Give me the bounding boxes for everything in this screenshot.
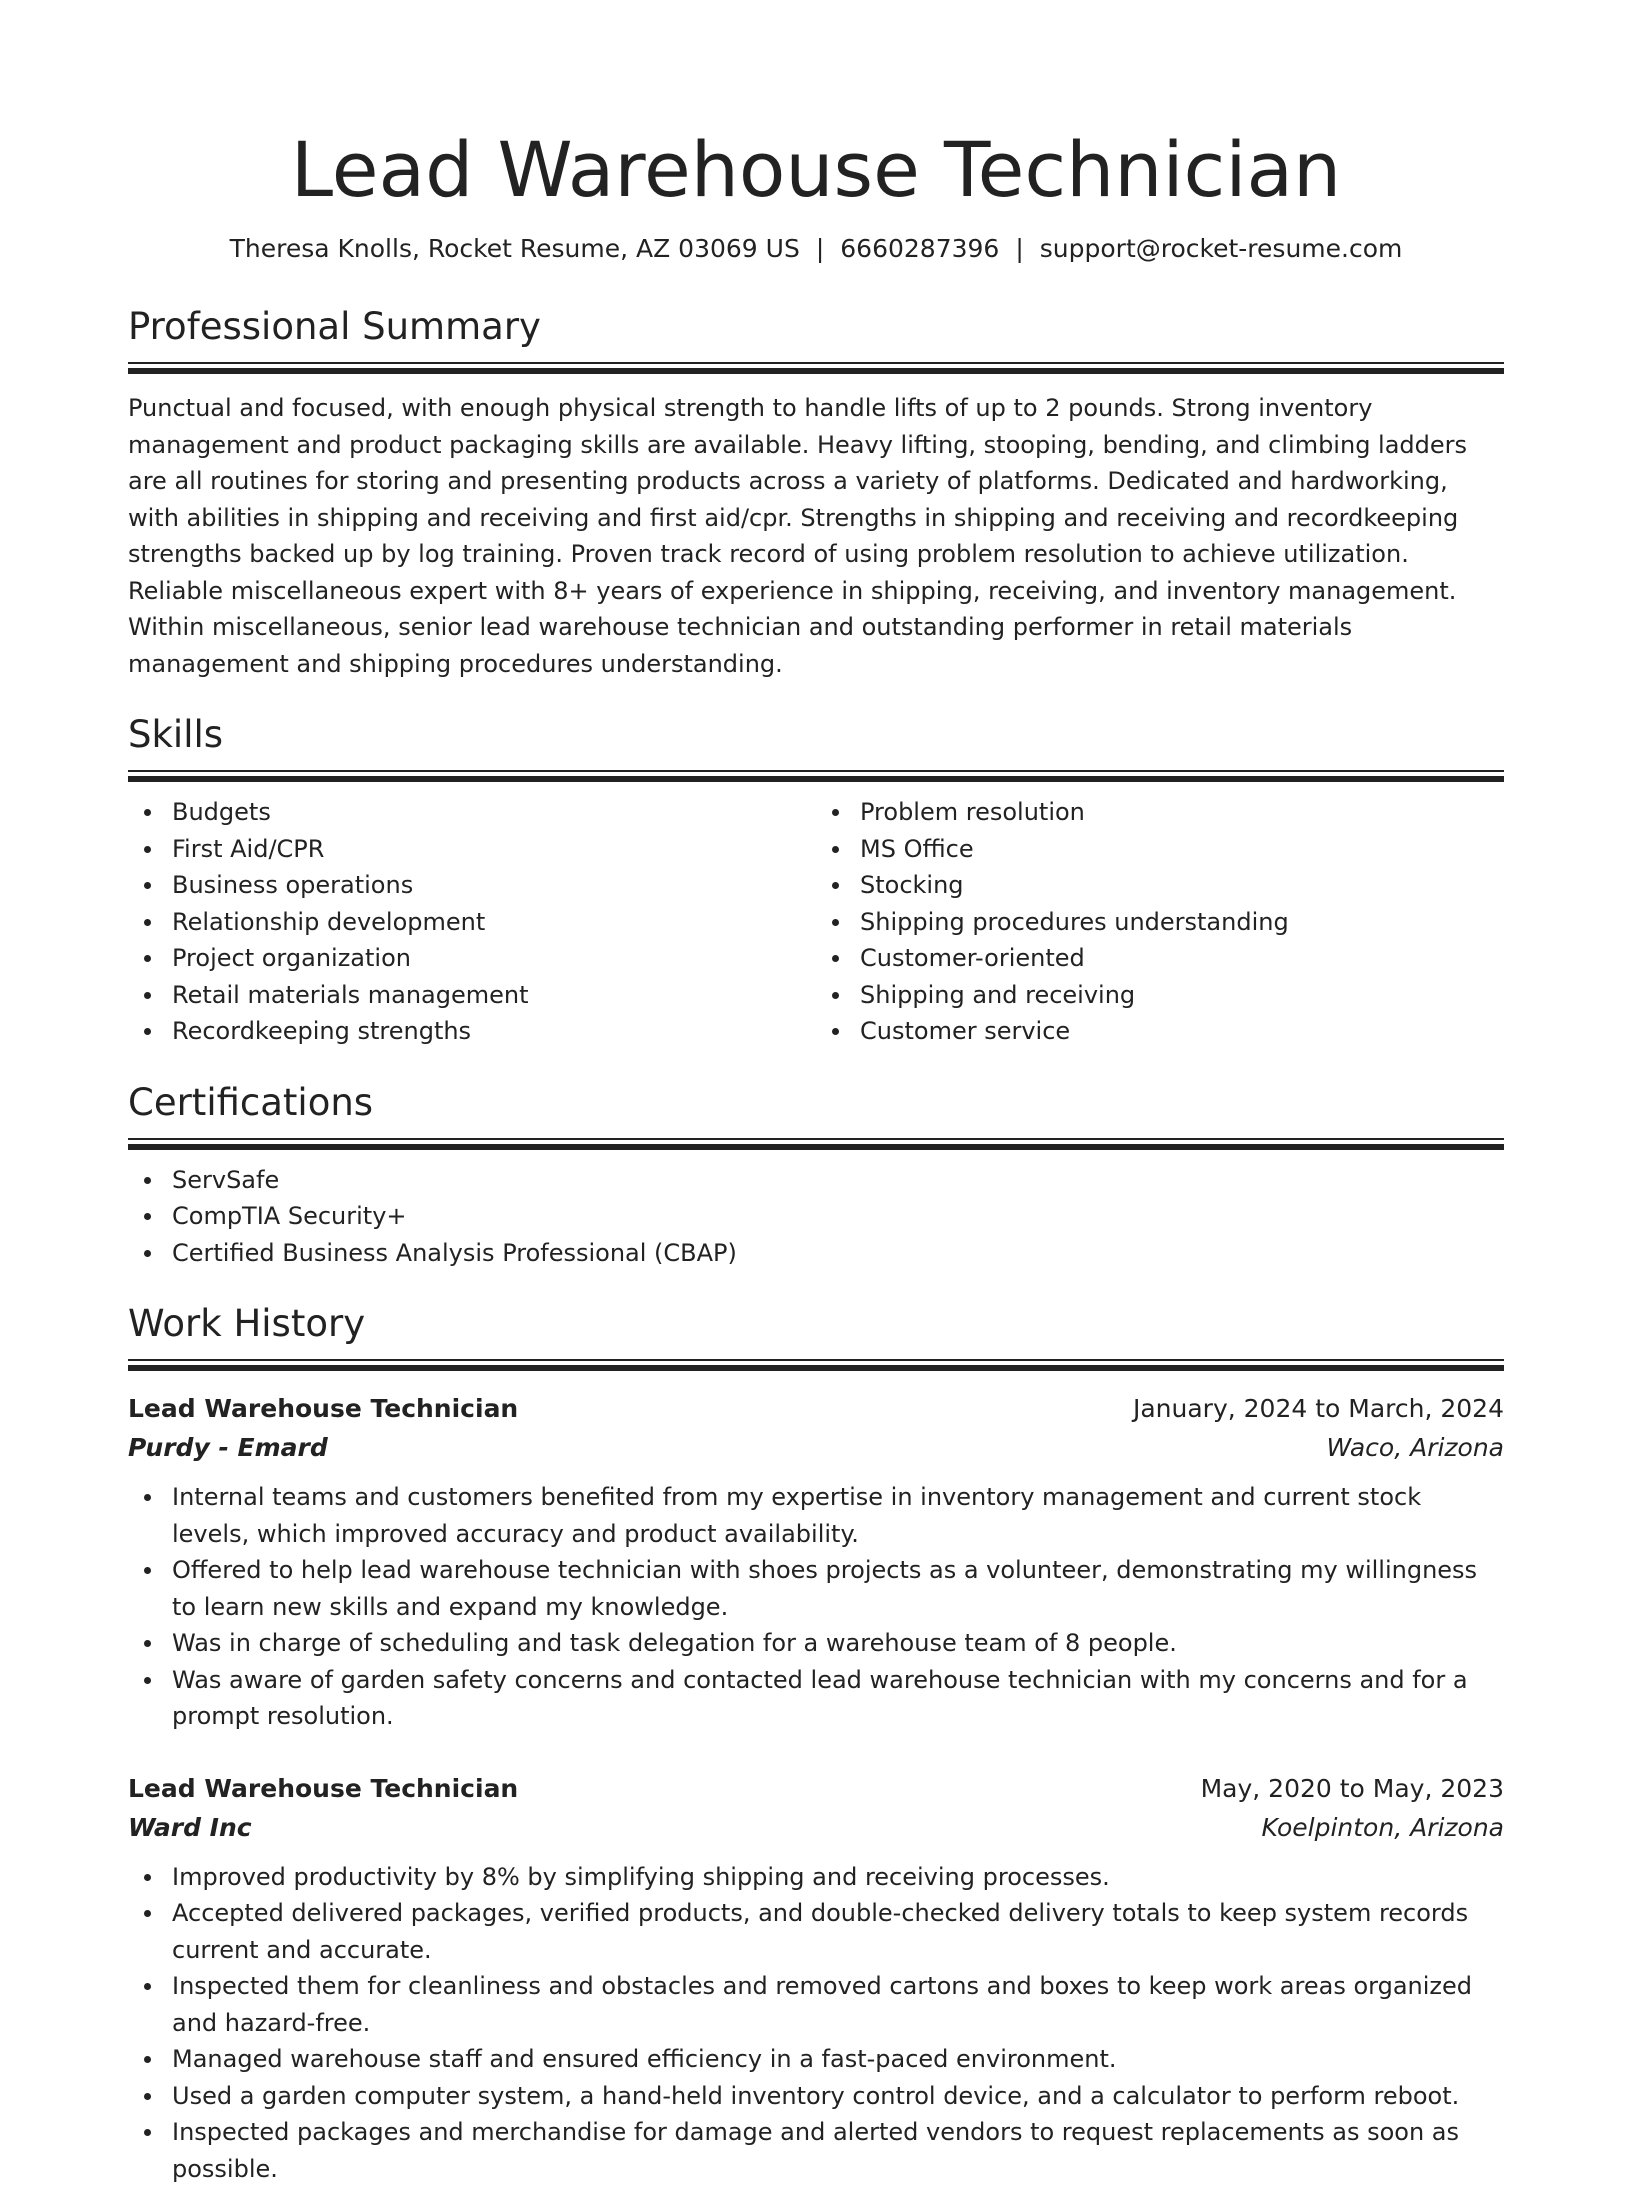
job-company: Ward Inc xyxy=(128,1808,252,1847)
job-bullet: Managed warehouse staff and ensured efficiency in a fast-paced environment. xyxy=(172,2041,1504,2078)
skill-item: Shipping and receiving xyxy=(860,977,1504,1014)
skill-item: Customer service xyxy=(860,1013,1504,1050)
job-title: Lead Warehouse Technician xyxy=(128,1769,518,1808)
skill-item: Stocking xyxy=(860,867,1504,904)
skills-grid xyxy=(128,794,1504,1050)
certification-item: ServSafe xyxy=(172,1162,1504,1199)
contact-phone: 6660287396 xyxy=(840,234,999,263)
job-header-row xyxy=(128,1389,1504,1428)
skill-item: Retail materials management xyxy=(172,977,816,1014)
section-divider xyxy=(128,770,1504,782)
job-bullet: Improved productivity by 8% by simplifying shipping and receiving processes. xyxy=(172,1859,1504,1896)
job-bullets xyxy=(128,1859,1504,2187)
contact-address: Theresa Knolls, Rocket Resume, AZ 03069 US xyxy=(230,234,800,263)
job-bullet: Was aware of garden safety concerns and contacted lead warehouse technician with my concerns and for a prompt resolution. xyxy=(172,1662,1504,1735)
job-entry xyxy=(128,1389,1504,1735)
contact-line xyxy=(128,232,1504,266)
skill-item: Business operations xyxy=(172,867,816,904)
contact-separator: | xyxy=(1015,232,1023,266)
certifications-section-header xyxy=(128,1080,1504,1150)
skills-list-left xyxy=(128,794,816,1050)
job-subheader-row xyxy=(128,1428,1504,1467)
skill-item: Project organization xyxy=(172,940,816,977)
contact-email: support@rocket-resume.com xyxy=(1040,234,1403,263)
job-company: Purdy - Emard xyxy=(128,1428,328,1467)
summary-text: Punctual and focused, with enough physical strength to handle lifts of up to 2 pounds. Strong inventory management and product packaging skills are available. Heavy lifting, stooping, bending, and climbing ladders are all routines for storing and presenting products across a variety of platforms. Dedicated and hardworking, with abilities in shipping and receiving and first aid/cpr. Strengths in shipping and receiving and recordkeeping strengths backed up by log training. Proven track record of using problem resolution to achieve utilization. Reliable miscellaneous expert with 8+ years of experience in shipping, receiving, and inventory management. Within miscellaneous, senior lead warehouse technician and outstanding performer in retail materials management and shipping procedures understanding. xyxy=(128,390,1504,682)
job-bullet: Internal teams and customers benefited from my expertise in inventory management and current stock levels, which improved accuracy and product availability. xyxy=(172,1479,1504,1552)
job-bullet: Was in charge of scheduling and task delegation for a warehouse team of 8 people. xyxy=(172,1625,1504,1662)
section-divider xyxy=(128,362,1504,374)
skill-item: Relationship development xyxy=(172,904,816,941)
skill-item: First Aid/CPR xyxy=(172,831,816,868)
skills-list-right xyxy=(816,794,1504,1050)
work-history-heading: Work History xyxy=(128,1301,1504,1347)
job-bullet: Inspected them for cleanliness and obstacles and removed cartons and boxes to keep work areas organized and hazard-free. xyxy=(172,1968,1504,2041)
section-divider xyxy=(128,1359,1504,1371)
certifications-heading: Certifications xyxy=(128,1080,1504,1126)
job-title: Lead Warehouse Technician xyxy=(128,1389,518,1428)
section-divider xyxy=(128,1138,1504,1150)
summary-heading: Professional Summary xyxy=(128,304,1504,350)
job-bullet: Offered to help lead warehouse technician with shoes projects as a volunteer, demonstrating my willingness to learn new skills and expand my knowledge. xyxy=(172,1552,1504,1625)
certification-item: Certified Business Analysis Professional (CBAP) xyxy=(172,1235,1504,1272)
job-bullet: Used a garden computer system, a hand-held inventory control device, and a calculator to perform reboot. xyxy=(172,2078,1504,2115)
job-entry xyxy=(128,1769,1504,2187)
certifications-list xyxy=(128,1162,1504,1272)
job-subheader-row xyxy=(128,1808,1504,1847)
work-history-section-header xyxy=(128,1301,1504,1371)
skill-item: Shipping procedures understanding xyxy=(860,904,1504,941)
contact-separator: | xyxy=(816,232,824,266)
job-dates: January, 2024 to March, 2024 xyxy=(1133,1389,1504,1428)
skills-heading: Skills xyxy=(128,712,1504,758)
skill-item: Customer-oriented xyxy=(860,940,1504,977)
skill-item: MS Office xyxy=(860,831,1504,868)
certification-item: CompTIA Security+ xyxy=(172,1198,1504,1235)
summary-section-header xyxy=(128,304,1504,374)
job-dates: May, 2020 to May, 2023 xyxy=(1201,1769,1504,1808)
job-header-row xyxy=(128,1769,1504,1808)
skill-item: Recordkeeping strengths xyxy=(172,1013,816,1050)
job-location: Waco, Arizona xyxy=(1326,1428,1504,1467)
skill-item: Problem resolution xyxy=(860,794,1504,831)
job-bullets xyxy=(128,1479,1504,1735)
resume-page xyxy=(128,0,1504,2187)
skills-section-header xyxy=(128,712,1504,782)
resume-title: Lead Warehouse Technician xyxy=(128,0,1504,218)
job-bullet: Inspected packages and merchandise for damage and alerted vendors to request replacements as soon as possible. xyxy=(172,2114,1504,2187)
job-bullet: Accepted delivered packages, verified products, and double-checked delivery totals to keep system records current and accurate. xyxy=(172,1895,1504,1968)
skill-item: Budgets xyxy=(172,794,816,831)
job-location: Koelpinton, Arizona xyxy=(1261,1808,1504,1847)
